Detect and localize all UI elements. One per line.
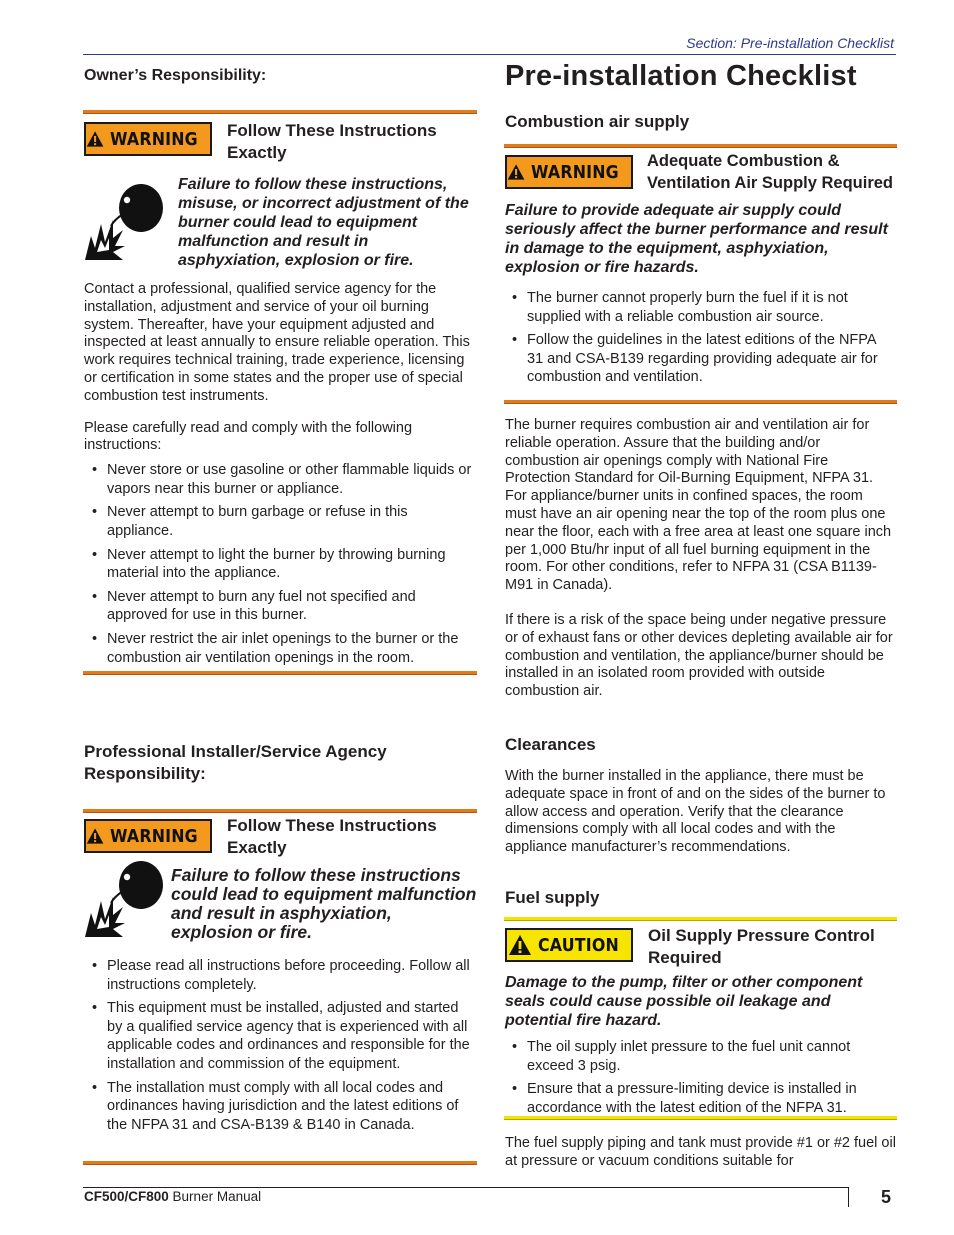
warning-top-rule <box>83 809 477 813</box>
warning-top-rule <box>504 144 897 148</box>
list-item: • Never attempt to burn garbage or refuse in this appliance. <box>84 503 476 540</box>
warning-badge-label: WARNING <box>531 161 620 183</box>
owner-bottom-rule <box>83 671 477 675</box>
page-number: 5 <box>881 1187 892 1207</box>
combustion-bullet-list <box>504 289 894 392</box>
caution-badge <box>505 928 633 962</box>
fuel-bottom-rule <box>504 1116 897 1120</box>
professional-heading: Professional Installer/Service Agency Responsibility: <box>84 742 387 783</box>
explosion-hazard-icon <box>83 180 165 264</box>
footer-rule <box>83 1187 849 1188</box>
owner-bullet-list <box>84 461 476 667</box>
warning-title: Follow These Instructions Exactly <box>227 816 437 857</box>
warning-message: Failure to follow these instructions, misuse, or incorrect adjustment of the burner could lead to equipment malfunction and result in asphyxiation, explosion or fire. <box>178 176 469 269</box>
list-item: • This equipment must be installed, adjusted and started by a qualified service agency that is experienced with all applicable codes and ordinances and responsible for the installation and commission of the equipment. <box>84 999 476 1073</box>
list-item: • Never attempt to light the burner by throwing burning material into the appliance. <box>84 546 476 583</box>
fuel-para: The fuel supply piping and tank must provide #1 or #2 fuel oil at pressure or vacuum conditions suitable for <box>505 1135 896 1169</box>
combustion-heading: Combustion air supply <box>505 112 690 131</box>
list-item: • Follow the guidelines in the latest editions of the NFPA 31 and CSA-B139 regarding providing adequate air for combustion and ventilation. <box>504 331 894 387</box>
fuel-bullet-list <box>504 1038 894 1122</box>
warning-badge <box>505 155 633 189</box>
owner-para-2: Please carefully read and comply with the following instructions: <box>84 419 413 454</box>
explosion-hazard-icon <box>83 857 165 941</box>
caution-badge-label: CAUTION <box>538 934 619 956</box>
header-rule <box>83 54 896 55</box>
professional-body <box>84 957 476 1139</box>
warning-message: Failure to provide adequate air supply could seriously affect the burner performance and result in damage to the equipment, asphyxiation, explosion or fire hazards. <box>505 202 888 276</box>
warning-triangle-icon <box>86 825 104 847</box>
list-item: • Please read all instructions before proceeding. Follow all instructions completely. <box>84 957 476 994</box>
list-item: • The burner cannot properly burn the fuel if it is not supplied with a reliable combustion air source. <box>504 289 894 326</box>
combustion-warning-box <box>504 144 897 386</box>
combustion-body <box>505 417 897 701</box>
warning-title: Adequate Combustion & Ventilation Air Supply Required <box>647 152 894 192</box>
footer-model: CF500/CF800 <box>84 1189 169 1204</box>
fuel-body <box>505 1135 897 1171</box>
combustion-para-1: The burner requires combustion air and ventilation air for reliable operation. Assure that the building and/or combustion air openings comply with National Fire Protection Standard for Oil-Burning Equipment, NFPA 31. For appliance/burner units in confined spaces, the room must have an air opening near the top of the room plus one near the floor, each with a free area at least one square inch per 1,000 Btu/hr input of all fuel burning equipment in the room. For other conditions, refer to NFPA 31 (CSA B1139-M91 in Canada). <box>505 417 892 594</box>
warning-triangle-icon <box>508 934 532 956</box>
professional-bullet-list <box>84 957 476 1134</box>
owner-heading: Owner’s Responsibility: <box>84 67 267 84</box>
footer-divider <box>848 1187 849 1207</box>
warning-title: Follow These Instructions Exactly <box>227 121 437 162</box>
list-item: • The installation must comply with all local codes and ordinances having jurisdiction and the latest editions of the NFPA 31 and CSA-B139 & B140 in Canada. <box>84 1079 476 1135</box>
combustion-para-2: If there is a risk of the space being under negative pressure or of exhaust fans or other devices depleting available air for combustion and ventilation, the appliance/burner should be installed in an isolated room provided with outside combustion air. <box>505 611 893 700</box>
caution-title: Oil Supply Pressure Control Required <box>648 926 875 967</box>
section-header: Section: Pre-installation Checklist <box>686 35 894 51</box>
warning-badge <box>84 122 212 156</box>
list-item: • The oil supply inlet pressure to the fuel unit cannot exceed 3 psig. <box>504 1038 894 1075</box>
warning-top-rule <box>83 110 477 114</box>
clearances-heading: Clearances <box>505 735 596 754</box>
list-item: • Ensure that a pressure-limiting device is installed in accordance with the latest edition of the NFPA 31. <box>504 1080 894 1117</box>
list-item: • Never store or use gasoline or other flammable liquids or vapors near this burner or appliance. <box>84 461 476 498</box>
caution-message: Damage to the pump, filter or other component seals could cause possible oil leakage and potential fire hazard. <box>505 974 863 1029</box>
list-item: • Never attempt to burn any fuel not specified and approved for use in this burner. <box>84 588 476 625</box>
professional-bottom-rule <box>83 1161 477 1165</box>
list-item: • Never restrict the air inlet openings to the burner or the combustion air ventilation openings in the room. <box>84 630 476 667</box>
fuel-heading: Fuel supply <box>505 888 600 907</box>
owner-body <box>84 281 476 672</box>
footer-manual-title <box>84 1189 261 1204</box>
page-title: Pre-installation Checklist <box>505 60 857 92</box>
warning-badge-label: WARNING <box>110 825 199 847</box>
clearances-para: With the burner installed in the appliance, there must be adequate space in front of and on the sides of the burner to allow access and operation. Verify that the clearance dimensions comply with all local codes and with the appliance manufacturer’s recommendations. <box>505 768 886 856</box>
owner-warning-box <box>83 110 477 269</box>
warning-badge-label: WARNING <box>110 128 199 150</box>
professional-warning-box <box>83 809 477 942</box>
warning-triangle-icon <box>86 128 104 150</box>
caution-top-rule <box>504 917 897 921</box>
fuel-caution-box <box>504 917 897 1116</box>
warning-message: Failure to follow these instructions could lead to equipment malfunction and result in asphyxiation, explosion or fire. <box>171 865 477 942</box>
owner-para-1: Contact a professional, qualified service agency for the installation, adjustment and service of your oil burning system. Thereafter, have your equipment adjusted and inspected at least annually to ensure reliable operation. This work requires technical training, trade experience, licensing or certification in some states and the proper use of special combustion test instruments. <box>84 281 470 404</box>
warning-badge <box>84 819 212 853</box>
warning-triangle-icon <box>507 161 525 183</box>
footer-manual: Burner Manual <box>168 1189 262 1204</box>
clearances-body <box>505 768 897 857</box>
combustion-bottom-rule <box>504 400 897 404</box>
